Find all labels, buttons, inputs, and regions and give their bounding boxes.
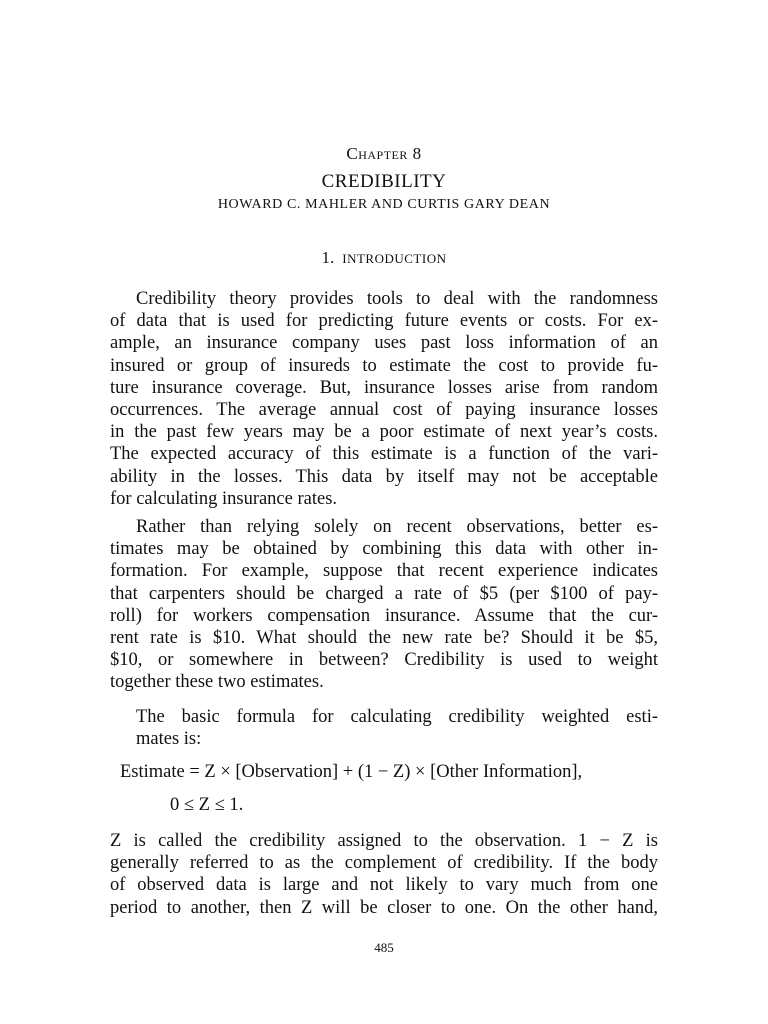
- paragraph-line: period to another, then Z will be closer to one. On the other hand,: [110, 897, 658, 918]
- paragraph-line: of data that is used for predicting future events or costs. For ex-: [110, 311, 658, 332]
- paragraph-z-definition: [110, 830, 658, 919]
- page-number: 485: [374, 940, 394, 955]
- paragraph-line: Rather than relying solely on recent observations, better es-: [136, 517, 658, 537]
- paragraph-line: in the past few years may be a poor estimate of next year’s costs.: [110, 422, 658, 443]
- paragraph-line: insured or group of insureds to estimate the cost to provide fu-: [110, 355, 658, 376]
- paragraph-line: The basic formula for calculating credibility weighted esti-: [136, 707, 658, 727]
- paragraph-line: mates is:: [136, 729, 202, 750]
- chapter-label: Chapter 8: [346, 144, 422, 163]
- paragraph-line: generally referred to as the complement of credibility. If the body: [110, 853, 658, 874]
- paragraph-intro: [110, 288, 658, 510]
- paragraph-formula-intro: [110, 706, 658, 750]
- paragraph-line: ture insurance coverage. But, insurance losses arise from random: [110, 377, 658, 398]
- section-name: INTRODUCTION: [342, 251, 447, 266]
- paragraph-line: for calculating insurance rates.: [110, 488, 338, 509]
- paragraph-line: $10, or somewhere in between? Credibility is used to weight: [110, 650, 658, 671]
- paragraph-line: Credibility theory provides tools to deal with the randomness: [136, 289, 658, 309]
- paragraph-line: The expected accuracy of this estimate is a function of the vari-: [110, 444, 658, 465]
- paragraph-line: ample, an insurance company uses past loss information of an: [110, 333, 658, 354]
- paragraph-line: Z is called the credibility assigned to the observation. 1 − Z is: [110, 831, 658, 851]
- section-number: 1.: [321, 248, 335, 267]
- paragraph-line: rent rate is $10. What should the new rate be? Should it be $5,: [110, 627, 658, 648]
- paragraph-line: together these two estimates.: [110, 672, 324, 693]
- section-heading: [0, 248, 768, 268]
- formula-condition: 0 ≤ Z ≤ 1.: [170, 795, 244, 815]
- credibility-formula: Estimate = Z × [Observation] + (1 − Z) × [Other Information],: [120, 762, 583, 782]
- paragraph-line: formation. For example, suppose that recent experience indicates: [110, 561, 658, 582]
- paragraph-line: ability in the losses. This data by itself may not be acceptable: [110, 466, 658, 487]
- paragraph-rather: [110, 516, 658, 694]
- chapter-title: CREDIBILITY: [321, 171, 447, 192]
- paragraph-line: roll) for workers compensation insurance. Assume that the cur-: [110, 605, 658, 626]
- paragraph-line: occurrences. The average annual cost of paying insurance losses: [110, 399, 658, 420]
- chapter-authors: HOWARD C. MAHLER AND CURTIS GARY DEAN: [217, 197, 551, 212]
- paragraph-line: of observed data is large and not likely to vary much from one: [110, 875, 658, 896]
- paragraph-line: timates may be obtained by combining this data with other in-: [110, 539, 658, 560]
- paragraph-line: that carpenters should be charged a rate of $5 (per $100 of pay-: [110, 583, 658, 604]
